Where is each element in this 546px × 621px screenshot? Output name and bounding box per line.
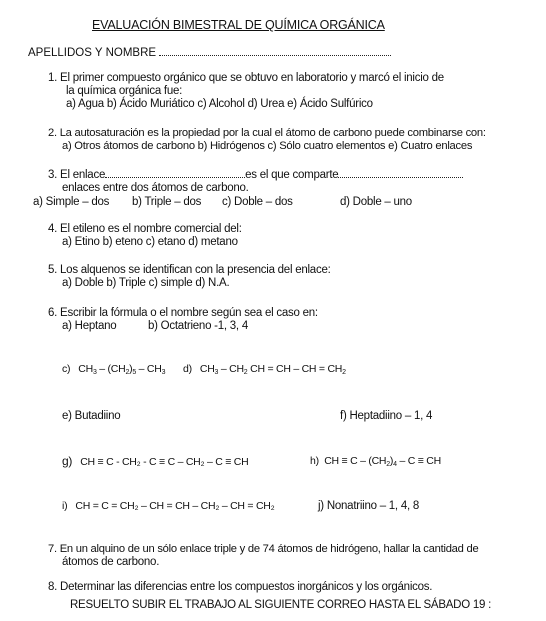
final-note: RESUELTO SUBIR EL TRABAJO AL SIGUIENTE CORREO HASTA EL SÁBADO 19 : (70, 599, 492, 611)
q8-line1: 8. Determinar las diferencias entre los compuestos inorgánicos y los orgánicos. (48, 581, 433, 593)
q6-a: a) Heptano (62, 320, 117, 332)
q6-i-formula: CH = C = CH₂ – CH = CH – CH₂ – CH = CH₂ (75, 500, 275, 512)
q4-options: a) Etino b) eteno c) etano d) metano (62, 236, 238, 248)
q6-d (183, 363, 346, 377)
q6-g (62, 455, 248, 469)
q3-blank1 (105, 176, 245, 178)
q5-options: a) Doble b) Triple c) simple d) N.A. (62, 277, 230, 289)
q6-h-formula: CH ≡ C – $(CH_2)_4$ – C ≡ CH (324, 455, 441, 468)
q2-line1: 2. La autosaturación es la propiedad por la cual el átomo de carbono puede combinarse con: (48, 127, 486, 139)
q6-c (62, 363, 165, 377)
q6-g-formula: CH ≡ C - CH₂ - C ≡ C – CH₂ – C ≡ CH (80, 456, 249, 468)
apellidos-line (28, 47, 391, 60)
q6-h-label: h) (310, 455, 319, 467)
q1-options: a) Agua b) Ácido Muriático c) Alcohol d) Urea e) Ácido Sulfúrico (66, 98, 373, 110)
q6-f: f) Heptadiino – 1, 4 (340, 410, 433, 422)
q7-line2: átomos de carbono. (62, 556, 160, 568)
q7-line1: 7. En un alquino de un sólo enlace triple y de 74 átomos de hidrógeno, hallar la cantidad de (48, 543, 479, 555)
q6-e: e) Butadiino (62, 410, 121, 422)
q6-d-formula: $CH_3 - CH_2$ CH = CH – CH = $CH_2$ (199, 363, 346, 376)
q6-g-label: g) (62, 454, 73, 468)
q2-options: a) Otros átomos de carbono b) Hidrógenos c) Sólo cuatro elementos e) Cuatro enlaces (62, 140, 473, 152)
q3-middle: es el que comparte (245, 169, 339, 181)
q4-line1: 4. El etileno es el nombre comercial del: (48, 223, 242, 235)
q5-line1: 5. Los alquenos se identifican con la presencia del enlace: (48, 264, 331, 276)
q3-line2: enlaces entre dos átomos de carbono. (62, 182, 249, 194)
q3-start: 3. El enlace (48, 169, 106, 181)
q6-j: j) Nonatriino – 1, 4, 8 (318, 500, 420, 512)
q6-c-label: c) (62, 363, 71, 375)
q1-line1: 1. El primer compuesto orgánico que se obtuvo en laboratorio y marcó el inicio de (48, 72, 444, 84)
apellidos-blank (159, 54, 391, 56)
q3-option-a: a) Simple – dos (33, 196, 110, 208)
q6-line1: 6. Escribir la fórmula o el nombre según sea el caso en: (48, 307, 318, 319)
q6-i-label: i) (62, 500, 68, 512)
q6-c-formula: $CH_3 - (CH_2)_5 - CH_3$ (78, 363, 166, 376)
q3-line1 (48, 169, 463, 182)
q3-option-d: d) Doble – uno (340, 196, 412, 208)
q6-b: b) Octatrieno -1, 3, 4 (148, 320, 248, 332)
q3-option-b: b) Triple – dos (132, 196, 202, 208)
apellidos-label: APELLIDOS Y NOMBRE (28, 47, 157, 59)
page-title: EVALUACIÓN BIMESTRAL DE QUÍMICA ORGÁNICA (92, 18, 385, 32)
q3-blank2 (338, 176, 463, 178)
q6-i (62, 500, 274, 512)
q6-h (310, 455, 441, 469)
q3-option-c: c) Doble – dos (222, 196, 293, 208)
q6-d-label: d) (183, 363, 192, 375)
q1-line2: la química orgánica fue: (66, 85, 183, 97)
